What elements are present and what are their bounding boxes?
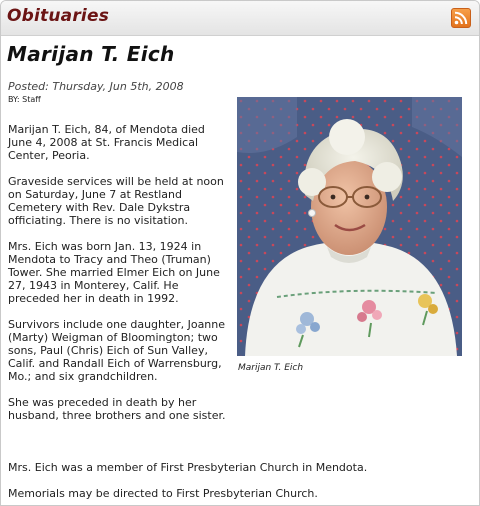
paragraph-survivors: Survivors include one daughter, Joanne (Marty) Weigman of Bloomington; two sons, Paul (Chris) Eich of Sun Valley, Calif. and Randall Eich of Warrensburg, Mo.; and six grandchildren.	[8, 318, 226, 383]
obituary-photo	[237, 97, 462, 356]
paragraph-services: Graveside services will be held at noon on Saturday, June 7 at Restland Cemetery with Rev. Dale Dykstra officiating. There is no visitation.	[8, 175, 224, 227]
posted-date: Posted: Thursday, Jun 5th, 2008	[8, 80, 184, 93]
section-header	[1, 1, 479, 36]
paragraph-memorials: Memorials may be directed to First Presbyterian Church.	[8, 487, 318, 500]
byline: BY: Staff	[8, 95, 41, 104]
paragraph-church: Mrs. Eich was a member of First Presbyterian Church in Mendota.	[8, 461, 368, 474]
section-title[interactable]: Obituaries	[7, 6, 110, 26]
photo-caption: Marijan T. Eich	[238, 363, 304, 373]
paragraph-death: Marijan T. Eich, 84, of Mendota died June 4, 2008 at St. Francis Medical Center, Peoria.	[8, 123, 205, 162]
paragraph-preceded: She was preceded in death by her husband, three brothers and one sister.	[8, 396, 226, 422]
obituary-title: Marijan T. Eich	[7, 42, 175, 66]
obituary-body	[8, 123, 230, 435]
paragraph-biography: Mrs. Eich was born Jan. 13, 1924 in Mendota to Tracy and Theo (Truman) Tower. She married Elmer Eich on June 27, 1943 in Monterey, Calif. He preceded her in death in 1992.	[8, 240, 220, 305]
rss-feed-icon[interactable]	[451, 8, 471, 28]
